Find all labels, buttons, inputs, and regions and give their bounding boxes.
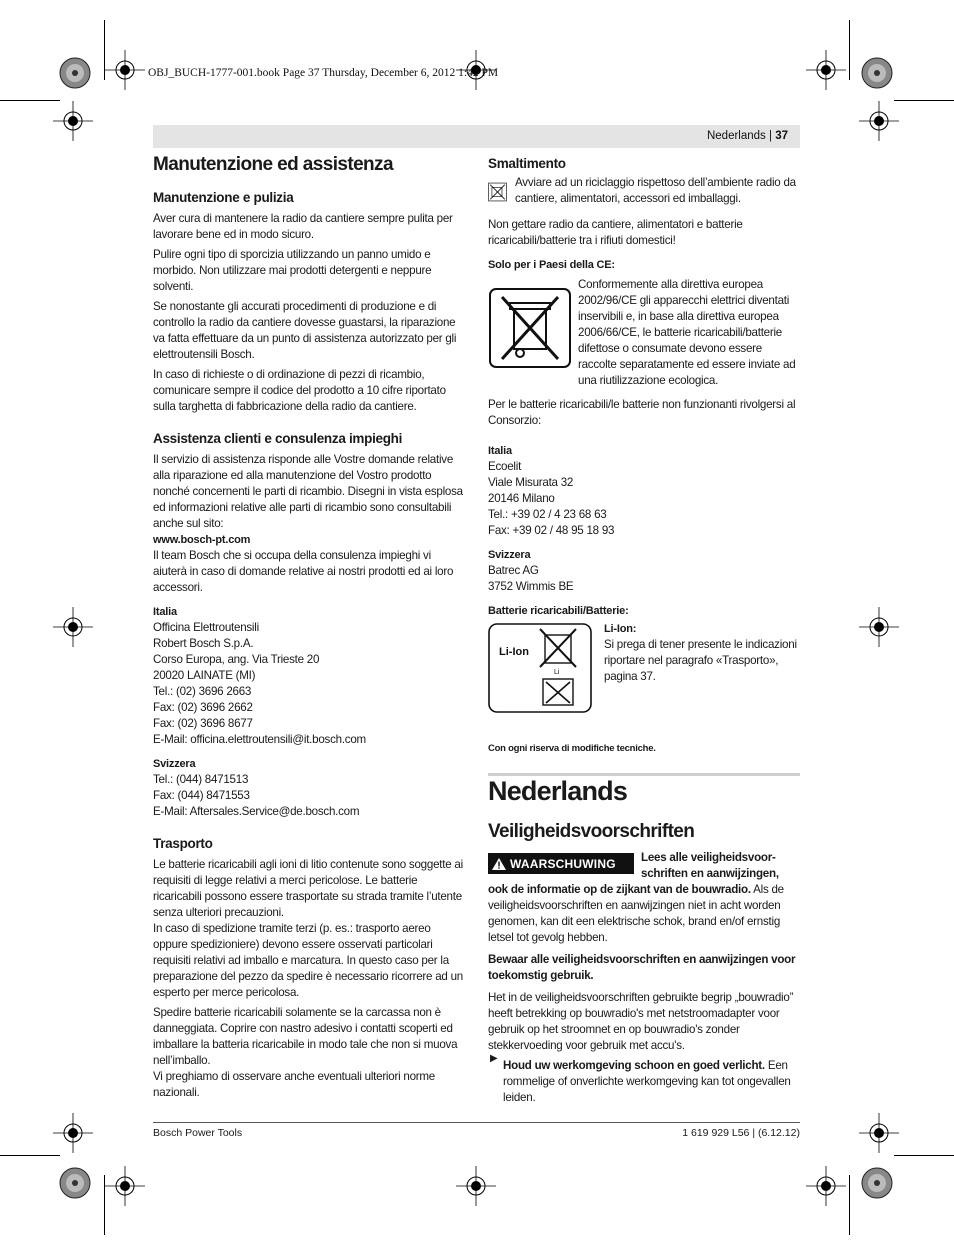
- right-column-top: [488, 156, 800, 761]
- li-icon-sublabel: Li: [554, 669, 560, 676]
- paragraph: Il team Bosch che si occupa della consulenza impieghi vi aiuterà in caso di domande relative ai nostri prodotti ed ai loro accessori.: [153, 549, 454, 594]
- warning-paragraph: ook de informatie op de zijkant van de bouwradio. Als de veiligheidsvoorschriften en aanwijzingen niet in acht worden genomen, kan dit een elektrische schok, brand en/of ernstig letsel tot gevolg hebben.: [488, 883, 784, 944]
- battery-row: [488, 621, 800, 713]
- address-line: Fax: (02) 3696 8677: [153, 717, 253, 730]
- technical-reserve-note: Con ogni riserva di modifiche tecniche.: [488, 743, 656, 754]
- paragraph: Se nonostante gli accurati procedimenti di produzione e di controllo la radio da cantiere dovesse guastarsi, la riparazione va fatta effettuare da un punto di assistenza autorizzato per gli elettroutensili Bosch.: [153, 300, 457, 361]
- paragraph: In caso di spedizione tramite terzi (p. es.: trasporto aereo oppure spedizioniere) devono essere osservati particolari requisiti relativi ad imballo e marcatura. In questo caso per la preparazione del pezzo da spedire è necessario ricorrere ad un esperto per merce pericolosa.: [153, 922, 463, 999]
- li-ion-label: Li-Ion:: [604, 623, 637, 635]
- paragraph: Si prega di tener presente le indicazioni riportare nel paragrafo «Trasporto», pagina 37.: [604, 638, 797, 683]
- address-line: 3752 Wimmis BE: [488, 580, 574, 593]
- paragraph: Non gettare radio da cantiere, alimentatori e batterie ricaricabili/batterie tra i rifiuti domestici!: [488, 218, 743, 247]
- ce-heading: Solo per i Paesi della CE:: [488, 259, 615, 271]
- heading-maintenance-cleaning: Manutenzione e pulizia: [153, 190, 294, 205]
- header-label: Nederlands | 37: [706, 130, 788, 142]
- address-line: Officina Elettroutensili: [153, 621, 259, 634]
- paragraph: Aver cura di mantenere la radio da cantiere sempre pulita per lavorare bene ed in modo sicuro.: [153, 212, 453, 241]
- disposal-row: [488, 175, 800, 209]
- paragraph: Avviare ad un riciclaggio rispettoso dell’ambiente radio da cantiere, alimentatori, accessori ed imballaggi.: [515, 176, 796, 205]
- address-line: Batrec AG: [488, 564, 539, 577]
- heading-customer-service: Assistenza clienti e consulenza impieghi: [153, 431, 403, 446]
- bullet-paragraph: Houd uw werkomgeving schoon en goed verlicht. Een rommelige of onverlichte werkomgeving kan tot ongevallen leiden.: [503, 1059, 791, 1104]
- paragraph: Per le batterie ricaricabili/le batterie non funzionanti rivolgersi al Consorzio:: [488, 398, 796, 427]
- running-header: [153, 125, 800, 148]
- li-ion-battery-icon: [488, 623, 592, 713]
- bullet-triangle-icon: ▶: [490, 1053, 498, 1064]
- footer-brand: Bosch Power Tools: [153, 1127, 243, 1139]
- country-label: Italia: [153, 606, 177, 618]
- paragraph: Het in de veiligheidsvoorschriften gebruikte begrip „bouwradio” heeft betrekking op bouwradio's met netstroomadapter voor gebruik op het stroomnet en op bouwradio's zonder stekkervoeding voor gebruik met accu's.: [488, 991, 794, 1052]
- country-label: Svizzera: [488, 549, 531, 561]
- address-block-svizzera: [153, 772, 465, 820]
- packaging-recycle-icon: [488, 175, 507, 209]
- paragraph: Spedire batterie ricaricabili solamente se la carcassa non è danneggiata. Coprire con nastro adesivo i contatti scoperti ed imballare la batteria ricaricabile in modo tale che non si muova nell’imballo.: [153, 1006, 458, 1067]
- address-line: E-Mail: Aftersales.Service@de.bosch.com: [153, 805, 360, 818]
- address-block-italia: [488, 459, 800, 539]
- address-line: E-Mail: officina.elettroutensili@it.bosch.com: [153, 733, 366, 746]
- section-title-maintenance: Manutenzione ed assistenza: [153, 154, 393, 175]
- address-block-italia: [153, 620, 465, 748]
- paragraph: In caso di richieste o di ordinazione di pezzi di ricambio, comunicare sempre il codice del prodotto a 10 cifre riportato sulla targhetta di fabbricazione della radio da cantiere.: [153, 368, 446, 413]
- warning-badge-label: WAARSCHUWING: [510, 856, 616, 871]
- footer-doc-number: 1 619 929 L56 | (6.12.12): [682, 1127, 800, 1139]
- country-label: Italia: [488, 445, 512, 457]
- address-line: Robert Bosch S.p.A.: [153, 637, 254, 650]
- paragraph: Vi preghiamo di osservare anche eventuali ulteriori norme nazionali.: [153, 1070, 435, 1099]
- address-line: Viale Misurata 32: [488, 476, 574, 489]
- print-slug: OBJ_BUCH-1777-001.book Page 37 Thursday, December 6, 2012 1:42 PM: [148, 67, 499, 79]
- li-ion-note: [604, 621, 800, 713]
- footer-rule: [153, 1122, 800, 1123]
- address-line: Tel.: (02) 3696 2663: [153, 685, 252, 698]
- battery-heading: Batterie ricaricabili/Batterie:: [488, 605, 629, 617]
- left-column: [153, 154, 465, 1105]
- address-line: 20146 Milano: [488, 492, 555, 505]
- service-url: www.bosch-pt.com: [153, 534, 251, 546]
- address-line: Ecoelit: [488, 460, 522, 473]
- paragraph: Il servizio di assistenza risponde alle Vostre domande relative alla riparazione ed alla manutenzione del Vostro prodotto nonché concernenti le parti di ricambio. Disegni in vista esplosa ed informazioni relative alle parti di ricambio sono consultabili anche sul sito:: [153, 453, 463, 530]
- address-block-svizzera: [488, 563, 800, 595]
- address-line: Fax: +39 02 / 48 95 18 93: [488, 524, 615, 537]
- paragraph: Pulire ogni tipo di sporcizia utilizzando un panno umido e morbido. Non utilizzare mai prodotti detergenti e neppure solventi.: [153, 248, 432, 293]
- address-line: Tel.: +39 02 / 4 23 68 63: [488, 508, 607, 521]
- heading-transport: Trasporto: [153, 836, 213, 851]
- paragraph: Conformemente alla direttiva europea 2002/96/CE gli apparecchi elettrici diventati inservibili e, in base alla direttiva europea 2006/66/CE, le batterie ricaricabili/batterie difettose o consumate devono essere raccolte separatamente ed essere inviate ad una riutilizzazione ecologica.: [578, 278, 796, 387]
- address-line: 20020 LAINATE (MI): [153, 669, 256, 682]
- li-ion-icon-label: Li-Ion: [499, 646, 529, 658]
- address-line: Tel.: (044) 8471513: [153, 773, 249, 786]
- heading-safety: Veiligheidsvoorschriften: [488, 821, 695, 842]
- address-line: Corso Europa, ang. Via Trieste 20: [153, 653, 320, 666]
- weee-bin-icon: [488, 287, 572, 369]
- address-line: Fax: (02) 3696 2662: [153, 701, 253, 714]
- warning-triangle-icon: [492, 858, 506, 870]
- warning-lead: [641, 850, 801, 882]
- language-title: Nederlands: [488, 776, 628, 806]
- weee-row: [488, 277, 800, 389]
- address-line: Fax: (044) 8471553: [153, 789, 250, 802]
- keep-instructions-paragraph: Bewaar alle veiligheidsvoorschriften en aanwijzingen voor toekomstig gebruik.: [488, 953, 796, 982]
- heading-disposal: Smaltimento: [488, 156, 566, 171]
- right-column-safety-text: [488, 882, 800, 1110]
- paragraph: Le batterie ricaricabili agli ioni di litio contenute sono soggette ai requisiti di legge relativi a merci pericolose. Le batterie ricaricabili possono essere trasportate su strada tramite l’utente senza ulteriori precauzioni.: [153, 858, 463, 919]
- warning-bold-line: Lees alle veiligheidsvoor-: [641, 851, 776, 864]
- warning-badge: [488, 853, 634, 874]
- warning-bold-line: schriften en aanwijzingen,: [641, 867, 779, 880]
- country-label: Svizzera: [153, 758, 196, 770]
- right-column-nederlands: [488, 776, 800, 843]
